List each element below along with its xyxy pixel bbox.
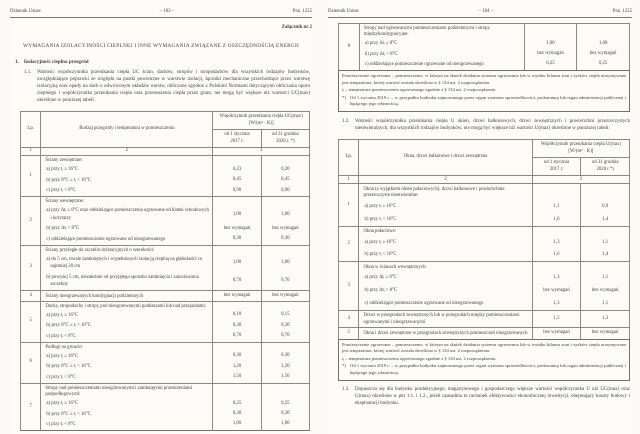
row-description: c) oddzielające pomieszczenie ogrzewane od nieogrzewanego [41, 234, 213, 245]
date-2-text: od 31 grudnia 2020 r.*) [591, 160, 619, 172]
row-value [261, 245, 309, 254]
date-1-text: od 1 stycznia 2017 r. [224, 132, 250, 144]
row-value: 0,25 [524, 60, 577, 71]
row-value: 1,4 [581, 213, 630, 226]
row-value: 0,70 [261, 272, 309, 290]
journal-name: Dziennik Ustaw [10, 9, 42, 14]
footnote-temperature: tᵢ – temperatura pomieszczenia ogrzewanego zgodnie z § 134 ust. 2 rozporządzenia. [342, 87, 497, 93]
row-value: 1,3 [532, 297, 581, 310]
asterisk-text: Od 1 stycznia 2019 r. – w przypadku budynku zajmowanego przez organ wymiaru sprawiedliwości, prokuraturę lub organ administracji publicznej i będącego jego własnością. [350, 363, 626, 375]
asterisk-text: Od 1 stycznia 2019 r. – w przypadku budynku zajmowanego przez organ wymiaru sprawiedliwości, prokuraturę lub organ administracji publicznej i będącego jego własnością. [350, 94, 626, 107]
row-value: 0,30 [261, 352, 309, 362]
row-value: 0,25 [213, 399, 261, 409]
row-value [261, 342, 309, 351]
col-header-date-1 [213, 130, 261, 148]
page-header [328, 9, 632, 18]
row-value: 0,15 [261, 311, 309, 321]
row-description: b) przy Δtᵢ < 8°C [359, 49, 524, 59]
section-number: 1. [15, 58, 19, 65]
table-2-header [339, 140, 630, 184]
row-description: Okna w ścianach wewnętrznych: [359, 262, 532, 272]
footnote-asterisk [342, 363, 626, 376]
row-value: bez wymagań [532, 285, 581, 298]
row-value: 1,20 [261, 362, 309, 372]
col-number-2: 2 [41, 147, 213, 155]
row-value [261, 197, 309, 206]
attachment-label: Załącznik nr 2 [281, 24, 312, 30]
row-description: b) przy tᵢ < 16°C [359, 249, 532, 262]
row-value [581, 226, 630, 236]
u-coefficient-label: Współczynnik przenikania ciepła U(max) [540, 142, 621, 148]
date-2-text: od 31 grudnia 2020 r. *) [272, 132, 299, 144]
row-description: Ściany wewnętrzne: [41, 197, 213, 206]
row-value: 1,3 [532, 236, 581, 249]
col-header-date-2 [581, 158, 630, 176]
row-value: 1,6 [532, 249, 581, 262]
row-description: c) przy tᵢ < 8°C [41, 372, 213, 383]
row-value [213, 301, 261, 310]
col-header-lp: Lp. [339, 140, 359, 176]
row-value [213, 342, 261, 351]
row-value [213, 383, 261, 398]
u-coefficient-label: Współczynnik przenikania ciepła UC(max) [219, 114, 303, 120]
table-1-footnotes [338, 70, 630, 112]
row-value: 1,00 [577, 39, 630, 49]
row-description: Okna i drzwi zewnętrzne w przegrodach zewnętrznych pomieszczeń nieogrzewanych [359, 327, 532, 339]
row-description: Okna (z wyjątkiem okien połaciowych), drzwi balkonowe i powierzchnie przezroczyste nieotwieralne: [359, 184, 532, 200]
row-description: a) przy tᵢ ≥ 16°C [359, 236, 532, 249]
paragraph-1-2 [342, 118, 632, 132]
footnote-heated-room: Pomieszczenie ogrzewane – pomieszczenie, w którym na skutek działania systemu ogrzewania lub w wyniku bilansu strat i zysków ciepła utrzymywana jest temperatura, której wartość została określona w § 134 ust. 2 rozporządzenia. [342, 342, 626, 354]
footnote-asterisk [342, 95, 626, 108]
col-number-3: 3 [213, 147, 310, 155]
row-number: 1 [21, 156, 41, 197]
row-value [261, 383, 309, 398]
journal-name: Dziennik Ustaw [328, 9, 360, 14]
row-number: 5 [21, 301, 41, 342]
row-value: 0,90 [213, 186, 261, 197]
windows-doors-table-2 [338, 139, 630, 339]
row-value [261, 156, 309, 165]
row-description: a) przy Δtᵢ ≥ 8°C [359, 272, 532, 285]
row-value: bez wymagań [261, 224, 309, 234]
paragraph-1-1 [24, 69, 312, 104]
row-value: 0,30 [213, 321, 261, 331]
row-description: a) do 5 cm, trwale zamkniętych i wypełnionych izolacją cieplną na głębokości co najmniej 20 cm [41, 254, 213, 272]
row-value: 1,50 [261, 372, 309, 383]
col-number-1: 1 [21, 147, 41, 155]
row-value: bez wymagań [532, 327, 581, 339]
row-number: 8 [339, 23, 360, 70]
table-1-header [21, 112, 310, 156]
page-104 [328, 0, 632, 434]
page-number: – 103 – [159, 9, 175, 14]
row-description: Ściany nieogrzewanych kondygnacji podziemnych [41, 291, 213, 302]
row-value: bez wymagań [581, 285, 630, 298]
table-2-footnotes [338, 339, 630, 381]
row-value: 0,30 [261, 321, 309, 331]
col-header-kind [41, 112, 213, 148]
col-number-3: 3 [532, 176, 629, 184]
row-description: c) oddzielające pomieszczenie ogrzewane od nieogrzewanego [359, 297, 532, 310]
row-value: 0,90 [261, 186, 309, 197]
row-value: bez wymagań [581, 327, 630, 339]
page-number: – 104 – [478, 9, 494, 14]
row-value: 0,45 [213, 175, 261, 185]
insulation-table-1-continued [338, 23, 630, 71]
row-value: 1,00 [261, 254, 309, 272]
row-description: b) przy 8°C ≤ tᵢ < 16°C [41, 175, 213, 185]
row-value: 1,20 [213, 362, 261, 372]
row-value: bez wymagań [261, 291, 309, 302]
row-value: 0,30 [213, 352, 261, 362]
table-1-body [21, 156, 310, 431]
row-description: Dachy, stropodachy i stropy pod nieogrzewanymi poddaszami lub nad przejazdami: [41, 301, 213, 310]
row-description: Stropy nad ogrzewanymi pomieszczeniami podziemnymi i stropy międzykondygnacyjne: [359, 23, 524, 38]
row-value: 1,1 [532, 200, 581, 213]
paragraph-text: Wartości współczynnika przenikania ciepła U okien, drzwi balkonowych, drzwi zewnętrznych i powierzchni przezroczystych nieotwieralnych, dla wszystkich rodzajów budynków, nie mogą być większe niż wartości U(max) określone w poniższej tabeli: [355, 119, 630, 132]
row-value: 1,00 [261, 420, 309, 431]
col-header-kind-text: Okna, drzwi balkonowe i drzwi zewnętrzne [403, 154, 488, 160]
row-value: 0,20 [261, 165, 309, 175]
row-value: 0,30 [213, 409, 261, 419]
col-header-kind-text: Rodzaj przegrody i temperatura w pomieszczeniu [79, 126, 175, 132]
row-value [581, 262, 630, 272]
insulation-table-1 [20, 111, 310, 431]
row-description: Drzwi w przegrodach zewnętrznych lub w przegrodach między pomieszczeniami ogrzewanymi i nieogrzewanymi [359, 310, 532, 327]
row-value: 1,00 [524, 39, 577, 49]
section-heading [15, 59, 312, 65]
table-1-continued-body [339, 23, 630, 70]
row-number: 2 [339, 226, 359, 262]
paragraph-number: 1.2. [342, 119, 350, 125]
row-value: 0,70 [213, 272, 261, 290]
row-description: c) przy tᵢ < 8°C [41, 331, 213, 342]
row-description: c) oddzielające pomieszczenie ogrzewane od nieogrzewanego [359, 60, 524, 71]
footnote-heated-room: Pomieszczenie ogrzewane – pomieszczenie, w którym na skutek działania systemu ogrzewania lub w wyniku bilansu strat i zysków ciepła utrzymywana jest temperatura, której wartość została określona w § 134 ust. 2 rozporządzenia. [342, 73, 626, 85]
row-description: Ściany zewnętrzne: [41, 156, 213, 165]
row-value [532, 226, 581, 236]
col-header-u [532, 140, 629, 158]
row-value: 1,1 [581, 297, 630, 310]
row-number: 4 [339, 310, 359, 327]
row-description: b) przy 8°C ≤ tᵢ < 16°C [41, 362, 213, 372]
row-value [532, 262, 581, 272]
table-2-body [339, 184, 630, 339]
paragraph-number: 1.3. [342, 386, 350, 392]
paragraph-text: Wartości współczynnika przenikania ciepła UC ścian, dachów, stropów i stropodachów dla wszystkich rodzajów budynków, uwzględniające poprawki ze względu na pustki powietrzne w warstwie izolacji, łączniki mechaniczne przechodzące przez warstwę izolacyjną oraz opady na dach o odwróconym układzie warstw, obliczone zgodnie z Polskimi Normami dotyczącymi obliczania oporu cieplnego i współczynnika przenikania ciepła oraz przenoszenia ciepła przez grunt, nie mogą być większe niż wartości UC(max) określone w poniższej tabeli: [37, 69, 310, 103]
row-value: 1,6 [532, 213, 581, 226]
row-value: 1,4 [581, 249, 630, 262]
row-description: b) przy Δtᵢ < 8°C [41, 224, 213, 234]
row-description: Stropy nad pomieszczeniami nieogrzewanymi i zamkniętymi przestrzeniami podpodłogowymi: [41, 383, 213, 398]
row-value: 0,25 [261, 399, 309, 409]
row-description: b) przy tᵢ < 16°C [359, 213, 532, 226]
row-value: bez wymagań [213, 291, 261, 302]
row-description: b) przy Δtᵢ < 8°C [359, 285, 532, 298]
u-unit-label: [W/(m² · K)] [248, 120, 274, 126]
row-value [581, 184, 630, 200]
row-value [577, 23, 630, 38]
row-value: bez wymagań [524, 49, 577, 59]
row-value: 1,00 [213, 420, 261, 431]
paragraph-number: 1.1. [24, 69, 32, 75]
footnote-temperature: tᵢ – temperatura pomieszczenia ogrzewanego zgodnie z § 134 ust. 2 rozporządzenia. [342, 355, 497, 361]
row-description: Ściany przyległe do szczelin dylatacyjnych o szerokości: [41, 245, 213, 254]
row-value: 0,45 [261, 175, 309, 185]
row-description: a) przy Δtᵢ ≥ 8°C [359, 39, 524, 49]
row-description: b) przy 8°C ≤ tᵢ < 16°C [41, 321, 213, 331]
row-value: 0,23 [213, 165, 261, 175]
row-value: 0,9 [581, 200, 630, 213]
row-number: 1 [339, 184, 359, 226]
row-value: 0,70 [261, 331, 309, 342]
row-value [213, 245, 261, 254]
row-number: 3 [21, 245, 41, 290]
u-unit-label: [W/(m² · K)] [568, 148, 594, 154]
row-description: b) powyżej 5 cm, niezależnie od przyjętego sposobu zamknięcia i zaizolowania szczeliny [41, 272, 213, 290]
row-value [532, 184, 581, 200]
position-number: Poz. 1225 [612, 9, 632, 14]
row-value: 1,50 [213, 372, 261, 383]
row-value: 1,00 [213, 254, 261, 272]
row-description: a) przy tᵢ ≥ 16°C [41, 311, 213, 321]
row-description: a) przy tᵢ ≥ 16°C [359, 200, 532, 213]
page-103 [10, 0, 312, 434]
row-value: 0,18 [213, 311, 261, 321]
row-number: 3 [339, 262, 359, 310]
col-header-date-1 [532, 158, 581, 176]
paragraph-text: Dopuszcza się dla budynku produkcyjnego, magazynowego i gospodarczego większe wartości współczynnika U niż UC(max) oraz U(max) określone w pkt 1.1. i 1.2., jeżeli uzasadnia to rachunek efektywności ekonomicznej inwestycji, obejmujący koszty budowy i eksploatacji budynku. [355, 386, 630, 406]
row-description: c) przy tᵢ < 8°C [41, 186, 213, 197]
row-number: 4 [21, 291, 41, 302]
row-value [261, 301, 309, 310]
col-number-1: 1 [339, 176, 359, 184]
col-number-2: 2 [359, 176, 532, 184]
row-number: 5 [339, 327, 359, 339]
section-title: Izolacyjność cieplna przegród [23, 58, 89, 65]
row-value [213, 197, 261, 206]
col-header-lp: Lp. [21, 112, 41, 148]
row-value: 0,30 [213, 234, 261, 245]
row-value: bez wymagań [577, 49, 630, 59]
row-value: 1,3 [532, 272, 581, 285]
row-description: b) przy 8°C ≤ tᵢ < 16°C [41, 409, 213, 419]
row-value: 0,25 [577, 60, 630, 71]
row-description: a) przy Δtᵢ ≥ 8°C oraz oddzielające pomieszczenia ogrzewane od klatek schodowych i korytarzy [41, 206, 213, 224]
row-value [524, 23, 577, 38]
row-description: c) przy tᵢ < 8°C [41, 420, 213, 431]
row-value [213, 156, 261, 165]
row-value: 1,3 [581, 310, 630, 327]
asterisk-marker: *) [342, 363, 346, 369]
paragraph-1-3 [342, 386, 632, 407]
position-number: Poz. 1225 [292, 9, 312, 14]
date-1-text: od 1 stycznia 2017 r. [543, 160, 570, 172]
row-value: 1,00 [213, 206, 261, 224]
row-value: 1,5 [532, 310, 581, 327]
row-number: 6 [21, 342, 41, 383]
row-value: 0,30 [261, 409, 309, 419]
row-value: bez wymagań [213, 224, 261, 234]
asterisk-marker: *) [342, 94, 346, 100]
row-value: 0,70 [213, 331, 261, 342]
document-title: WYMAGANIA IZOLACYJNOŚCI CIEPLNEJ I INNE WYMAGANIA ZWIĄZANE Z OSZCZĘDNOŚCIĄ ENERGII [23, 42, 299, 49]
col-header-u [213, 112, 310, 130]
row-description: a) przy tᵢ ≥ 16°C [41, 399, 213, 409]
row-description: a) przy tᵢ ≥ 16°C [41, 165, 213, 175]
col-header-kind [359, 140, 532, 176]
row-value: 1,1 [581, 272, 630, 285]
row-description: a) przy tᵢ ≥ 16°C [41, 352, 213, 362]
row-description: Okna połaciowe: [359, 226, 532, 236]
row-number: 2 [21, 197, 41, 245]
row-value: 0,30 [261, 234, 309, 245]
page-header [10, 9, 312, 18]
row-value: 1,00 [261, 206, 309, 224]
col-header-date-2 [261, 130, 309, 148]
row-number: 7 [21, 383, 41, 430]
row-value: 1,1 [581, 236, 630, 249]
row-description: Podłogi na gruncie: [41, 342, 213, 351]
